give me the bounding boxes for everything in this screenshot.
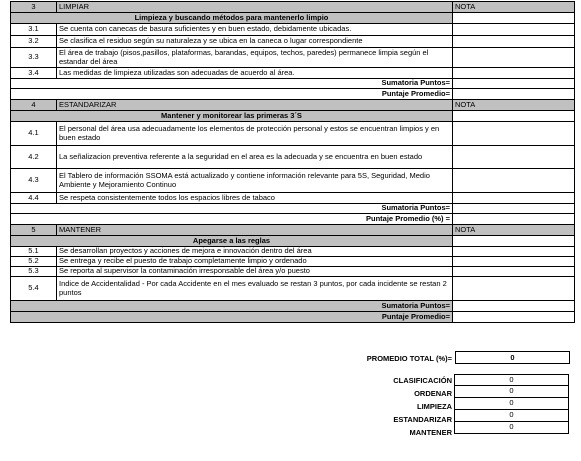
sum-value-cell[interactable]: [453, 204, 575, 214]
item-number: 3.2: [11, 36, 57, 48]
section-number: 4: [11, 100, 57, 111]
section-subtitle: Apegarse a las reglas: [11, 236, 453, 247]
item-text: El área de trabajo (pisos,pasillos, plataformas, barandas, equipos, techos, paredes) permanece limpia según el estandar del área: [57, 48, 453, 68]
sum-label: Sumatoria Puntos=: [11, 79, 453, 89]
nota-cell[interactable]: [453, 122, 575, 146]
breakdown-value[interactable]: 0: [454, 410, 569, 422]
item-row: [11, 169, 575, 193]
section-name: MANTENER: [57, 225, 453, 236]
nota-cell[interactable]: [453, 13, 575, 24]
item-number: 4.3: [11, 169, 57, 193]
breakdown-label: CLASIFICACIÓN: [393, 376, 452, 385]
item-row: [11, 24, 575, 36]
nota-header: NOTA: [453, 2, 575, 13]
section-subtitle: Mantener y monitorear las primeras 3´S: [11, 111, 453, 122]
section-number: 3: [11, 2, 57, 13]
section-subtitle-row: [11, 111, 575, 122]
nota-cell[interactable]: [453, 277, 575, 301]
nota-cell[interactable]: [453, 236, 575, 247]
breakdown-label: MANTENER: [409, 428, 452, 437]
nota-cell[interactable]: [453, 48, 575, 68]
nota-cell[interactable]: [453, 247, 575, 257]
item-text: El personal del área usa adecuadamente los elementos de protección personal y estos se encuentran limpios y en buen estado: [57, 122, 453, 146]
item-text: Se entrega y recibe el puesto de trabajo completamente limpio y ordenado: [57, 257, 453, 267]
item-number: 4.2: [11, 146, 57, 169]
avg-row: [11, 312, 575, 323]
total-value[interactable]: 0: [455, 351, 570, 364]
section-subtitle-row: [11, 236, 575, 247]
breakdown-value[interactable]: 0: [454, 422, 569, 434]
section-header-mantener: [11, 225, 575, 236]
section-number: 5: [11, 225, 57, 236]
item-text: Se clasifica el residuo según su naturaleza y se ubica en la caneca o lugar correspondiente: [57, 36, 453, 48]
nota-cell[interactable]: [453, 169, 575, 193]
avg-value-cell[interactable]: [453, 312, 575, 323]
section-subtitle: Limpieza y buscando métodos para mantenerlo limpio: [11, 13, 453, 24]
nota-cell[interactable]: [453, 257, 575, 267]
item-row: [11, 247, 575, 257]
item-number: 5.4: [11, 277, 57, 301]
avg-value-cell[interactable]: [453, 89, 575, 100]
section-name: LIMPIAR: [57, 2, 453, 13]
nota-cell[interactable]: [453, 193, 575, 204]
sum-row: [11, 204, 575, 214]
sum-row: [11, 301, 575, 312]
section-subtitle-row: [11, 13, 575, 24]
section-name: ESTANDARIZAR: [57, 100, 453, 111]
sum-value-cell[interactable]: [453, 301, 575, 312]
item-row: [11, 48, 575, 68]
nota-cell[interactable]: [453, 111, 575, 122]
nota-cell[interactable]: [453, 267, 575, 277]
item-row: [11, 257, 575, 267]
item-text: Indice de Accidentalidad - Por cada Accidente en el mes evaluado se restan 3 puntos, por cada incidente se restan 2 puntos: [57, 277, 453, 301]
nota-header: NOTA: [453, 100, 575, 111]
item-text: Se respeta consistentemente todos los espacios libres de tabaco: [57, 193, 453, 204]
avg-row: [11, 89, 575, 100]
breakdown-label: ESTANDARIZAR: [393, 415, 452, 424]
audit-sheet: [10, 1, 574, 323]
item-row: [11, 277, 575, 301]
audit-table: [10, 1, 575, 323]
sum-label: Sumatoria Puntos=: [11, 301, 453, 312]
total-label: PROMEDIO TOTAL (%)=: [366, 354, 452, 363]
sum-label: Sumatoria Puntos=: [11, 204, 453, 214]
item-number: 5.2: [11, 257, 57, 267]
item-number: 4.1: [11, 122, 57, 146]
sum-row: [11, 79, 575, 89]
avg-label: Puntaje Promedio=: [11, 89, 453, 100]
item-row: [11, 36, 575, 48]
item-text: El Tablero de información SSOMA está actualizado y contiene información relevante para 5S, Seguridad, Medio Ambiente y Mejoramiento Continuo: [57, 169, 453, 193]
breakdown-label: ORDENAR: [414, 389, 452, 398]
item-row: [11, 193, 575, 204]
item-number: 3.1: [11, 24, 57, 36]
nota-cell[interactable]: [453, 36, 575, 48]
nota-cell[interactable]: [453, 24, 575, 36]
item-number: 5.3: [11, 267, 57, 277]
breakdown-value[interactable]: 0: [454, 386, 569, 398]
item-row: [11, 146, 575, 169]
avg-row: [11, 214, 575, 225]
nota-header: NOTA: [453, 225, 575, 236]
item-number: 3.4: [11, 68, 57, 79]
nota-cell[interactable]: [453, 146, 575, 169]
nota-cell[interactable]: [453, 68, 575, 79]
item-text: La señalizacion preventiva referente a la seguridad en el area es la adecuada y se encuentra en buen estado: [57, 146, 453, 169]
avg-label: Puntaje Promedio=: [11, 312, 453, 323]
breakdown-value[interactable]: 0: [454, 398, 569, 410]
item-row: [11, 68, 575, 79]
section-header-limpiar: [11, 2, 575, 13]
sum-value-cell[interactable]: [453, 79, 575, 89]
item-number: 5.1: [11, 247, 57, 257]
item-text: Las medidas de limpieza utilizadas son adecuadas de acuerdo al área.: [57, 68, 453, 79]
item-row: [11, 267, 575, 277]
section-header-estandarizar: [11, 100, 575, 111]
avg-value-cell[interactable]: [453, 214, 575, 225]
item-row: [11, 122, 575, 146]
item-text: Se desarrollan proyectos y acciones de mejora e innovación dentro del área: [57, 247, 453, 257]
item-number: 3.3: [11, 48, 57, 68]
item-text: Se reporta al supervisor la contaminación irresponsable del área y/o puesto: [57, 267, 453, 277]
breakdown-value[interactable]: 0: [454, 374, 569, 386]
item-number: 4.4: [11, 193, 57, 204]
item-text: Se cuenta con canecas de basura suficientes y en buen estado, debidamente ubicadas.: [57, 24, 453, 36]
avg-label: Puntaje Promedio (%) =: [11, 214, 453, 225]
breakdown-label: LIMPIEZA: [417, 402, 452, 411]
